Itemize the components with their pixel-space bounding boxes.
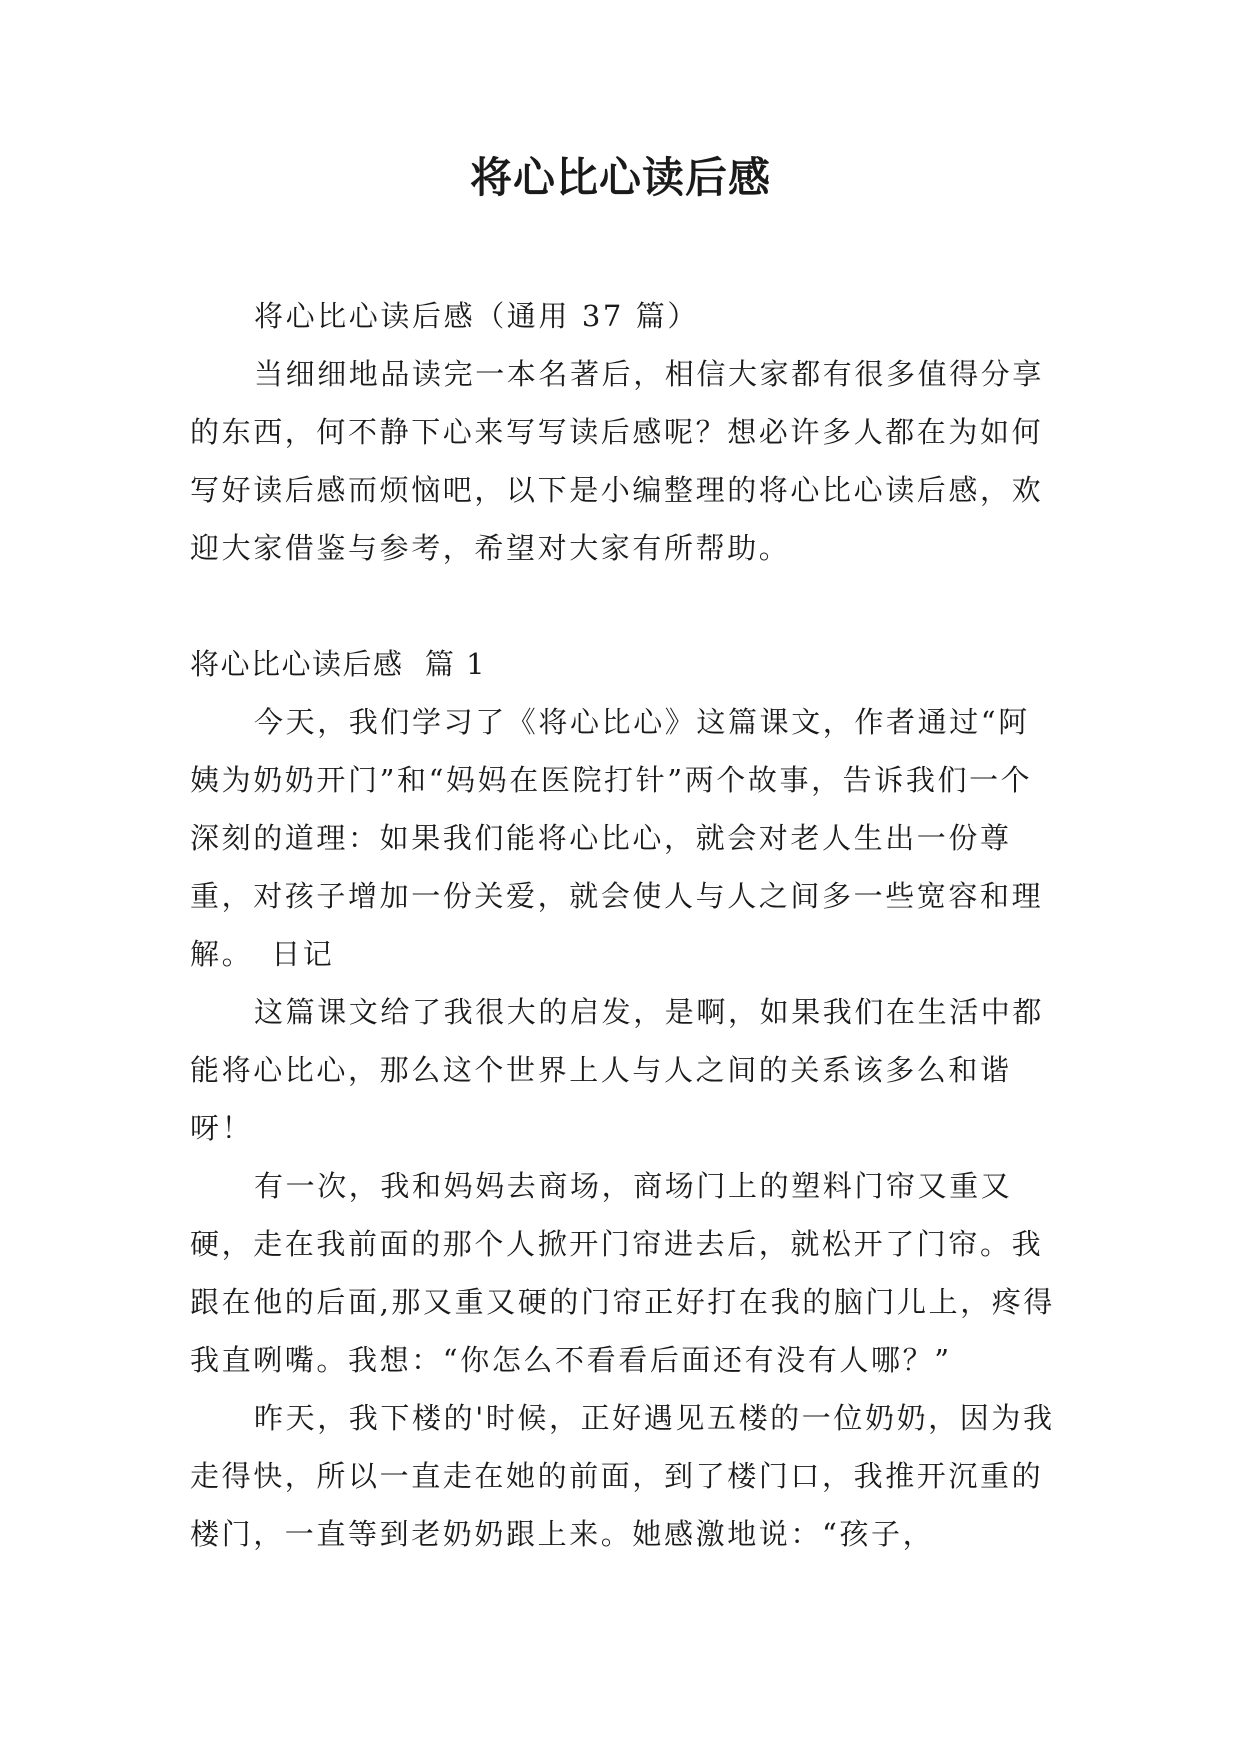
intro-paragraph: 当细细地品读完一本名著后，相信大家都有很多值得分享的东西，何不静下心来写写读后感呢？想必许多人都在为如何写好读后感而烦恼吧，以下是小编整理的将心比心读后感，欢迎大家借鉴与参考，希望对大家有所帮助。 <box>190 357 1045 565</box>
paragraph: 昨天，我下楼的'时候，正好遇见五楼的一位奶奶，因为我走得快，所以一直走在她的前面，到了楼门口，我推开沉重的楼门，一直等到老奶奶跟上来。她感激地说：“孩子， <box>190 1401 1055 1551</box>
section-heading: 将心比心读后感 篇 1 <box>190 647 487 681</box>
paragraph <box>190 693 1056 983</box>
paragraph: 这篇课文给了我很大的启发，是啊，如果我们在生活中都能将心比心，那么这个世界上人与人之间的关系该多么和谐呀！ <box>190 995 1045 1145</box>
diary-tag: 日记 <box>271 937 335 971</box>
paragraph-text: 今天，我们学习了《将心比心》这篇课文，作者通过“阿姨为奶奶开门”和“妈妈在医院打针”两个故事，告诉我们一个深刻的道理：如果我们能将心比心，就会对老人生出一份尊重，对孩子增加一份关爱，就会使人与人之间多一些宽容和理解。 <box>190 705 1044 971</box>
document-subtitle: 将心比心读后感（通用 37 篇） <box>254 299 699 333</box>
article-block <box>190 635 1056 1563</box>
document-title: 将心比心读后感 <box>469 153 771 202</box>
intro-block <box>190 287 1056 577</box>
paragraph: 有一次，我和妈妈去商场，商场门上的塑料门帘又重又硬，走在我前面的那个人掀开门帘进去后，就松开了门帘。我跟在他的后面,那又重又硬的门帘正好打在我的脑门儿上，疼得我直咧嘴。我想：“你怎么不看看后面还有没有人哪？” <box>190 1169 1056 1377</box>
